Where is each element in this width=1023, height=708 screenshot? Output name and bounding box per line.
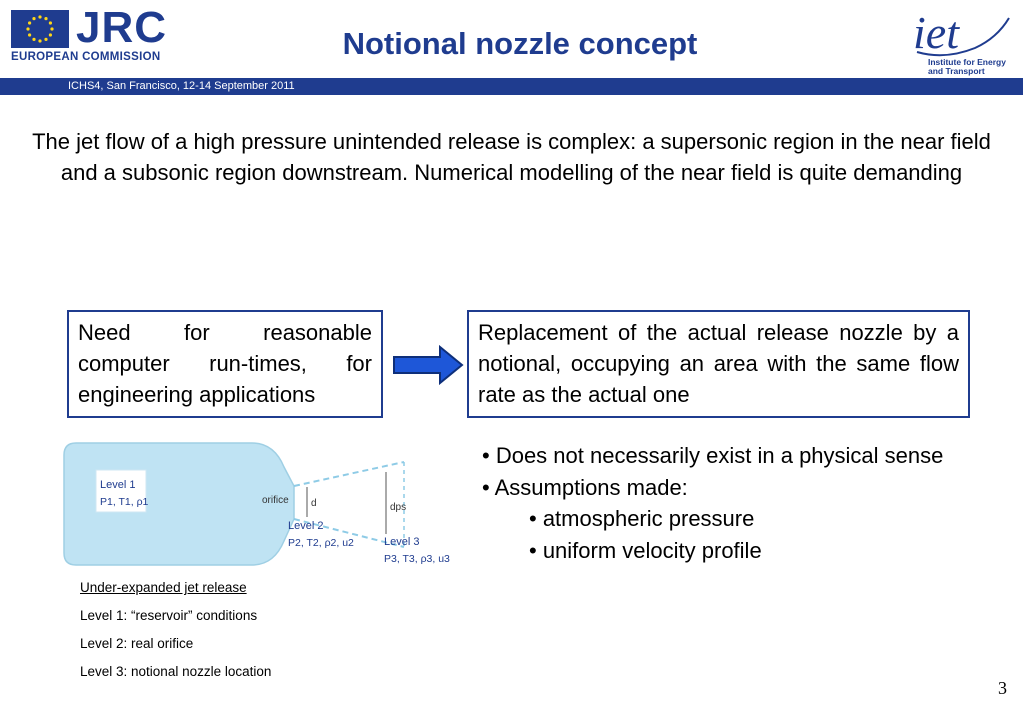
level1-title: Level 1 xyxy=(100,479,136,491)
need-box: Need for reasonable computer run-times, for engineering applications xyxy=(67,310,383,418)
iet-name-line1: Institute for Energy xyxy=(928,57,1006,67)
level2-vars: P2, T2, ρ2, u2 xyxy=(288,537,354,549)
assumption-bullets xyxy=(482,440,982,566)
iet-name-line2: and Transport xyxy=(928,66,985,76)
caption-level2: Level 2: real orifice xyxy=(80,636,194,651)
caption-heading: Under-expanded jet release xyxy=(80,580,247,595)
jet-boundary-upper xyxy=(294,462,404,486)
eu-flag-icon xyxy=(11,10,69,48)
intro-paragraph: The jet flow of a high pressure unintended release is complex: a supersonic region in the near field and a subsonic region downstream. Numerical modelling of the near field is quite demanding xyxy=(32,129,991,185)
slide-title: Notional nozzle concept xyxy=(342,26,698,61)
caption-level3: Level 3: notional nozzle location xyxy=(80,664,272,679)
level3-vars: P3, T3, ρ3, u3 xyxy=(384,553,450,565)
nozzle-diagram xyxy=(62,437,462,577)
sub-bullet-pressure: • atmospheric pressure xyxy=(529,506,755,531)
conference-label: ICHS4, San Francisco, 12-14 September 2011 xyxy=(68,80,295,92)
page-number: 3 xyxy=(998,678,1007,698)
orifice-label: orifice xyxy=(262,495,289,506)
bullet-physical: • Does not necessarily exist in a physical sense xyxy=(482,443,944,468)
level3-title: Level 3 xyxy=(384,536,420,548)
d-label: d xyxy=(311,498,317,509)
iet-institute-name xyxy=(928,58,1006,76)
replacement-box: Replacement of the actual release nozzle by a notional, occupying an area with the same flow rate as the actual one xyxy=(467,310,970,418)
level1-vars: P1, T1, ρ1 xyxy=(100,496,149,508)
dps-label: dps xyxy=(390,502,407,513)
arrow-right-icon xyxy=(392,345,464,385)
svg-text:iet: iet xyxy=(913,7,959,58)
sub-bullet-velocity: • uniform velocity profile xyxy=(529,537,762,563)
caption-level1: Level 1: “reservoir” conditions xyxy=(80,608,258,623)
bullet-assumptions: • Assumptions made: xyxy=(482,474,688,500)
jrc-logo-text: JRC xyxy=(76,3,168,52)
level2-title: Level 2 xyxy=(288,520,324,532)
european-commission-text: EUROPEAN COMMISSION xyxy=(11,51,161,63)
